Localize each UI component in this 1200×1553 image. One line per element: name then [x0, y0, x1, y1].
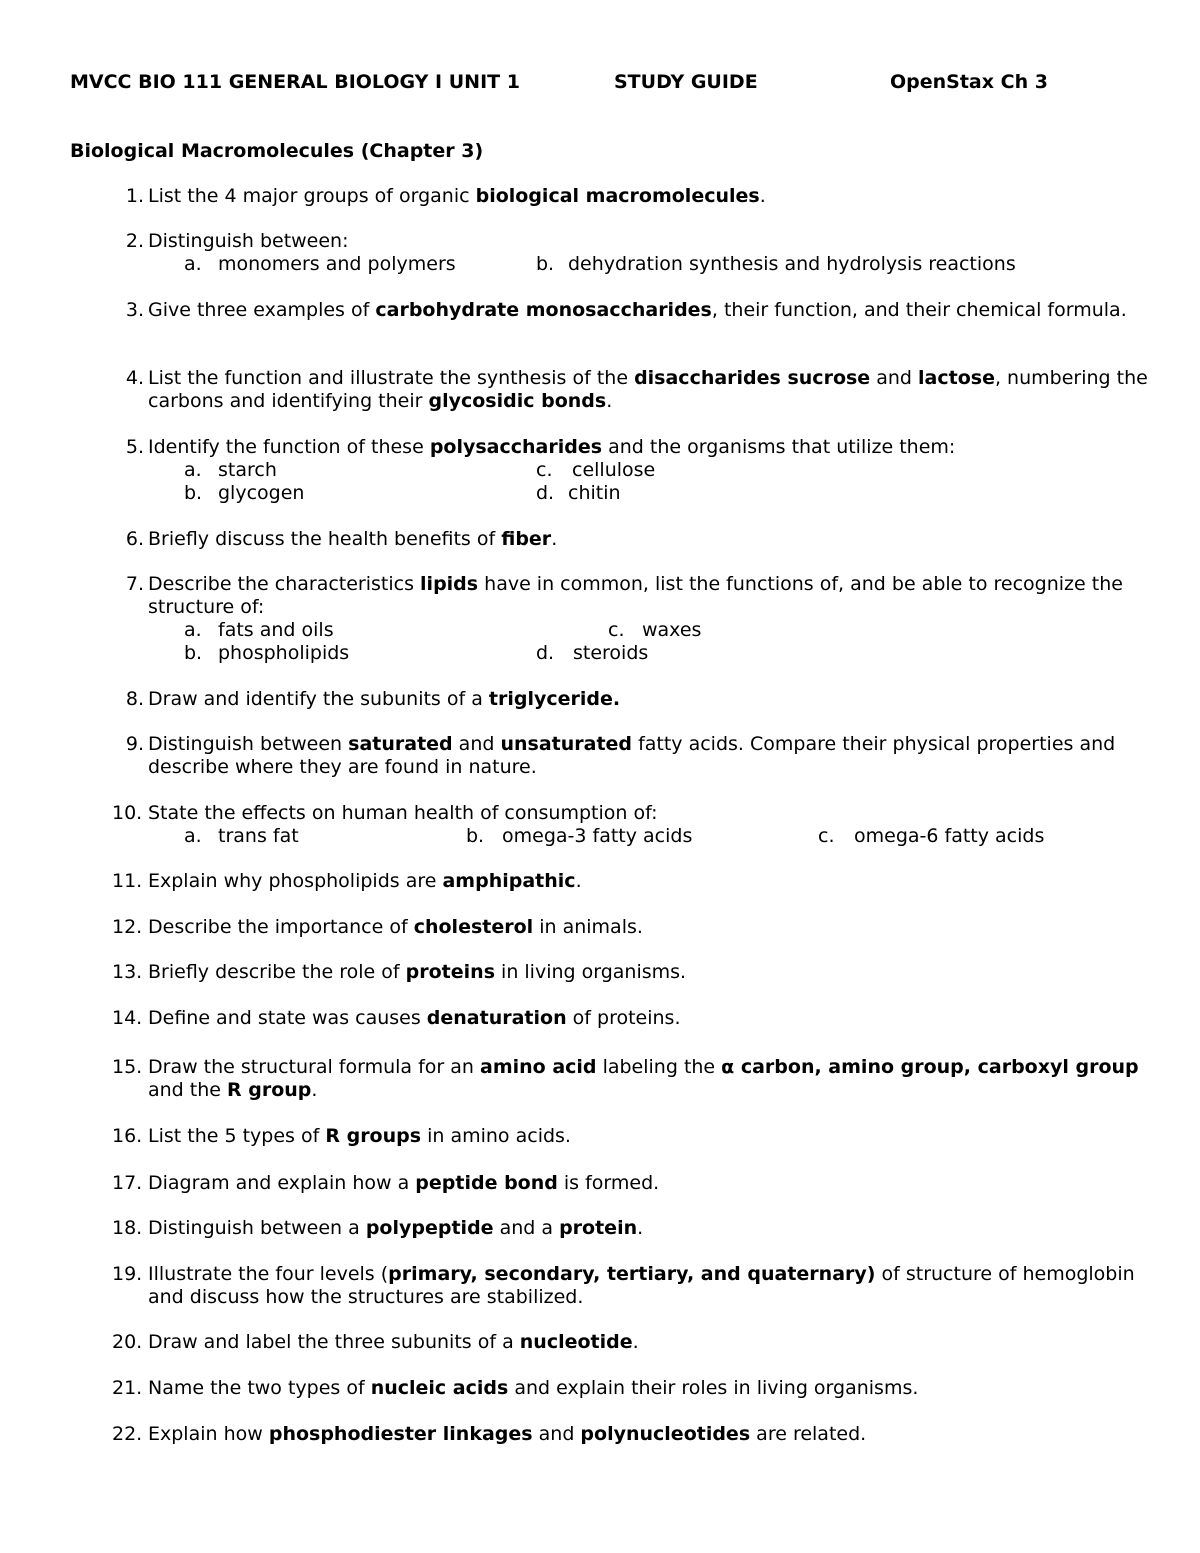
question-text-fragment: List the 5 types of	[148, 1125, 326, 1147]
header-chapter-ref: OpenStax Ch 3	[890, 71, 1048, 93]
question-text	[148, 1423, 1148, 1446]
question-text-fragment: Draw and label the three subunits of a	[148, 1331, 520, 1353]
key-term: primary, secondary, tertiary, and quaternary)	[388, 1263, 876, 1285]
question-text-fragment: Distinguish between:	[148, 230, 349, 252]
question-number: 11.	[112, 870, 143, 892]
question-text-fragment: Distinguish between	[148, 733, 349, 755]
key-term: α carbon, amino group, carboxyl group	[721, 1056, 1139, 1078]
question-number: 19.	[112, 1263, 143, 1285]
sub-item-text: monomers and polymers	[218, 253, 456, 275]
key-term: lipids	[420, 573, 479, 595]
key-term: disaccharides sucrose	[634, 367, 871, 389]
question-text-fragment: and	[532, 1423, 581, 1445]
question-text	[148, 1125, 1148, 1148]
sub-item-text: phospholipids	[218, 642, 350, 664]
question-number: 12.	[112, 916, 143, 938]
sub-item-label: b.	[466, 825, 485, 847]
key-term: nucleotide	[519, 1331, 633, 1353]
question-text	[148, 1172, 1148, 1195]
key-term: carbohydrate monosaccharides	[375, 299, 712, 321]
question-text-fragment: List the function and illustrate the synthesis of the	[148, 367, 635, 389]
question-number: 1.	[125, 185, 144, 207]
sub-item-label: c.	[536, 459, 553, 481]
question-text	[148, 1263, 1148, 1309]
question-text-fragment: have in common, list the functions of, and be able to recognize the structure of:	[148, 573, 1123, 618]
key-term: glycosidic bonds	[428, 390, 607, 412]
key-term: saturated	[348, 733, 453, 755]
question-text-fragment: Diagram and explain how a	[148, 1172, 416, 1194]
question-number: 10.	[112, 802, 143, 824]
question-text-fragment: and	[870, 367, 919, 389]
question-text-fragment: .	[759, 185, 766, 207]
question-text	[148, 1377, 1148, 1400]
question-text-fragment: in living organisms.	[495, 961, 687, 983]
question-number: 7.	[125, 573, 144, 595]
key-term: nucleic acids	[370, 1377, 509, 1399]
question-text	[148, 573, 1148, 619]
question-text-fragment: Distinguish between a	[148, 1217, 366, 1239]
question-text	[148, 230, 1148, 253]
question-text-fragment: Identify the function of these	[148, 436, 430, 458]
question-text-fragment: and explain their roles in living organisms.	[508, 1377, 919, 1399]
question-number: 4.	[125, 367, 144, 389]
question-text-fragment: Explain how	[148, 1423, 269, 1445]
question-text	[148, 528, 1148, 551]
question-text-fragment: List the 4 major groups of organic	[148, 185, 476, 207]
sub-item-label: d.	[536, 642, 555, 664]
question-text-fragment: .	[632, 1331, 639, 1353]
sub-item-text: cellulose	[572, 459, 656, 481]
question-text-fragment: Give three examples of	[148, 299, 376, 321]
key-term: phosphodiester linkages	[268, 1423, 533, 1445]
question-number: 16.	[112, 1125, 143, 1147]
question-text-fragment: Draw the structural formula for an	[148, 1056, 480, 1078]
key-term: proteins	[405, 961, 495, 983]
question-text	[148, 916, 1148, 939]
sub-item-label: b.	[536, 253, 555, 275]
sub-item-label: c.	[818, 825, 835, 847]
question-text-fragment: Explain why phospholipids are	[148, 870, 443, 892]
question-text	[148, 961, 1148, 984]
key-term: protein	[559, 1217, 638, 1239]
header-study-guide: STUDY GUIDE	[614, 71, 758, 93]
key-term: R groups	[325, 1125, 422, 1147]
sub-item-text: omega-3 fatty acids	[502, 825, 693, 847]
key-term: polynucleotides	[580, 1423, 751, 1445]
section-title: Biological Macromolecules (Chapter 3)	[70, 140, 484, 162]
key-term: R group	[227, 1079, 312, 1101]
question-text-fragment: of proteins.	[566, 1007, 681, 1029]
key-term: amino acid	[480, 1056, 597, 1078]
sub-item-label: b.	[184, 642, 203, 664]
question-text-fragment: Illustrate the four levels (	[148, 1263, 389, 1285]
sub-item-label: c.	[608, 619, 625, 641]
question-text-fragment: Describe the characteristics	[148, 573, 421, 595]
sub-item-text: fats and oils	[218, 619, 334, 641]
question-number: 5.	[125, 436, 144, 458]
question-number: 15.	[112, 1056, 143, 1078]
sub-item-text: trans fat	[218, 825, 299, 847]
question-number: 21.	[112, 1377, 143, 1399]
question-text	[148, 185, 1148, 208]
question-text-fragment: and	[452, 733, 501, 755]
question-number: 8.	[125, 688, 144, 710]
question-text-fragment: fatty acids. Compare their physical properties and describe where they are found in nature.	[148, 733, 1116, 778]
question-text	[148, 1331, 1148, 1354]
question-number: 9.	[125, 733, 144, 755]
sub-item-text: dehydration synthesis and hydrolysis reactions	[568, 253, 1016, 275]
question-number: 2.	[125, 230, 144, 252]
sub-item-text: omega-6 fatty acids	[854, 825, 1045, 847]
question-text-fragment: Draw and identify the subunits of a	[148, 688, 489, 710]
question-text-fragment: , numbering the carbons and identifying their	[148, 367, 1148, 412]
question-text-fragment: are related.	[750, 1423, 867, 1445]
question-text	[148, 436, 1148, 459]
question-text-fragment: .	[606, 390, 613, 412]
question-text-fragment: and a	[493, 1217, 560, 1239]
question-text	[148, 1056, 1148, 1102]
question-text-fragment: of structure of hemoglobin and discuss how the structures are stabilized.	[148, 1263, 1135, 1308]
question-text-fragment: .	[637, 1217, 644, 1239]
key-term: cholesterol	[413, 916, 534, 938]
question-text-fragment: in animals.	[533, 916, 643, 938]
question-text-fragment: Describe the importance of	[148, 916, 414, 938]
sub-item-text: waxes	[642, 619, 702, 641]
question-text-fragment: in amino acids.	[421, 1125, 571, 1147]
key-term: unsaturated	[500, 733, 633, 755]
question-text-fragment: and the	[148, 1079, 228, 1101]
question-text-fragment: Name the two types of	[148, 1377, 371, 1399]
sub-item-label: a.	[184, 825, 202, 847]
question-text	[148, 367, 1148, 413]
key-term: amphipathic	[442, 870, 576, 892]
key-term: polypeptide	[365, 1217, 494, 1239]
key-term: polysaccharides	[429, 436, 603, 458]
question-text-fragment: Define and state was causes	[148, 1007, 427, 1029]
question-text	[148, 1217, 1148, 1240]
question-text-fragment: .	[551, 528, 558, 550]
question-text-fragment: labeling the	[596, 1056, 722, 1078]
question-text-fragment: State the effects on human health of consumption of:	[148, 802, 658, 824]
sub-item-label: b.	[184, 482, 203, 504]
question-text	[148, 733, 1148, 779]
question-number: 3.	[125, 299, 144, 321]
question-text-fragment: .	[311, 1079, 318, 1101]
key-term: biological macromolecules	[475, 185, 760, 207]
question-text	[148, 1007, 1148, 1030]
question-text-fragment: is formed.	[557, 1172, 660, 1194]
question-text-fragment: Briefly describe the role of	[148, 961, 406, 983]
question-number: 17.	[112, 1172, 143, 1194]
question-number: 14.	[112, 1007, 143, 1029]
sub-item-text: steroids	[573, 642, 649, 664]
question-text-fragment: Briefly discuss the health benefits of	[148, 528, 502, 550]
question-text-fragment: .	[575, 870, 582, 892]
sub-item-text: glycogen	[218, 482, 305, 504]
sub-item-label: d.	[536, 482, 555, 504]
question-text-fragment: and the organisms that utilize them:	[602, 436, 956, 458]
question-number: 22.	[112, 1423, 143, 1445]
key-term: peptide bond	[415, 1172, 558, 1194]
sub-item-text: starch	[218, 459, 277, 481]
question-text	[148, 299, 1148, 322]
header-course-title: MVCC BIO 111 GENERAL BIOLOGY I UNIT 1	[70, 71, 520, 93]
question-number: 20.	[112, 1331, 143, 1353]
key-term: triglyceride.	[488, 688, 621, 710]
question-text	[148, 870, 1148, 893]
question-number: 13.	[112, 961, 143, 983]
sub-item-label: a.	[184, 619, 202, 641]
key-term: lactose	[918, 367, 995, 389]
key-term: fiber	[501, 528, 552, 550]
question-text	[148, 802, 1148, 825]
key-term: denaturation	[426, 1007, 567, 1029]
question-number: 6.	[125, 528, 144, 550]
question-number: 18.	[112, 1217, 143, 1239]
page-header	[70, 71, 1170, 95]
sub-item-text: chitin	[568, 482, 621, 504]
question-text	[148, 688, 1148, 711]
sub-item-label: a.	[184, 253, 202, 275]
sub-item-label: a.	[184, 459, 202, 481]
question-text-fragment: , their function, and their chemical formula.	[711, 299, 1127, 321]
